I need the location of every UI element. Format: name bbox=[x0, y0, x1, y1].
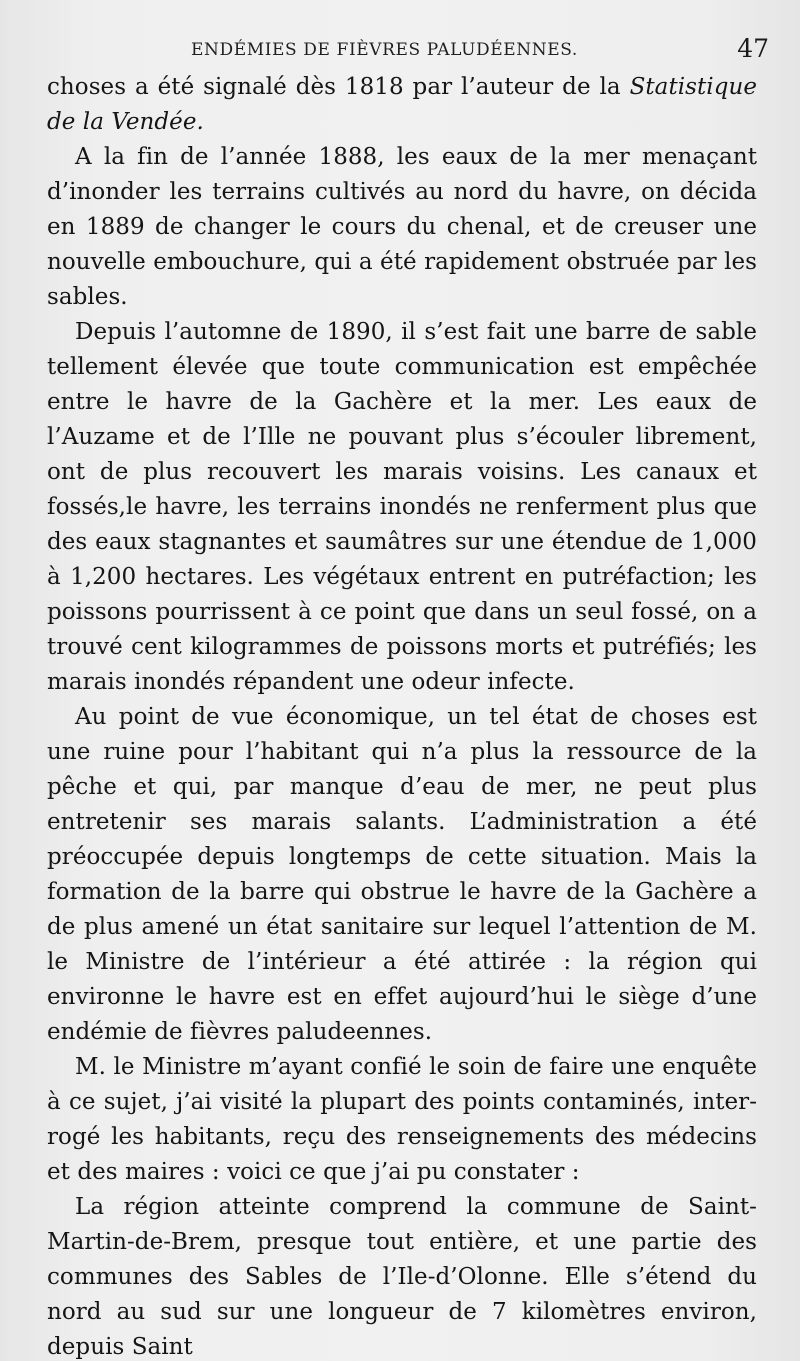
running-title: ENDÉMIES DE FIÈVRES PALUDÉENNES. bbox=[191, 40, 578, 60]
paragraph-5: M. le Ministre m’ayant confié le soin de faire une enquête à ce sujet, j’ai visité la plupart des points contaminés, interrogé les habitants, reçu des renseignements des médecins et des maires : voici ce que j’ai pu constater : bbox=[47, 1054, 757, 1185]
paragraph-1 bbox=[47, 70, 757, 140]
paragraph-4: Au point de vue économique, un tel état de choses est une ruine pour l’habitant qui n’a plus la ressource de la pêche et qui, par manque d’eau de mer, ne peut plus entretenir ses marais salants. L’administration a été préoccupée depuis longtemps de cette situation. Mais la formation de la barre qui obstrue le havre de la Gachère a de plus amené un état sanitaire sur lequel l’attention de M. le Ministre de l’intérieur a été attirée : la région qui environne le havre est en effet aujourd’hui le siège d’une endémie de fièvres paludeennes. bbox=[47, 704, 757, 1045]
paragraph-1-lead-text: choses a été signalé dès 1818 par l’auteur de la bbox=[47, 74, 630, 100]
page-number: 47 bbox=[737, 34, 769, 63]
paragraph-2: A la fin de l’année 1888, les eaux de la mer menaçant d’inonder les terrains cultivés au nord du havre, on décida en 1889 de changer le cours du chenal, et de creuser une nouvelle embouchure, qui a été rapidement obstruée par les sables. bbox=[47, 144, 757, 310]
book-title-italic: Statistique de la Vendée. bbox=[47, 74, 757, 135]
paragraph-6: La région atteinte comprend la commune de Saint-Martin-de-Brem, presque tout entière, et une partie des communes des Sables de l’Ile-d’Olonne. Elle s’étend du nord au sud sur une longueur de 7 kilomètres environ, depuis Saint bbox=[47, 1194, 757, 1360]
page-header bbox=[47, 34, 769, 70]
page-text bbox=[47, 70, 757, 1361]
paragraph-3: Depuis l’automne de 1890, il s’est fait une barre de sable tellement élevée que toute communication est empêchée entre le havre de la Gachère et la mer. Les eaux de l’Auzame et de l’Ille ne pouvant plus s’écouler librement, ont de plus recouvert les marais voisins. Les canaux et fossés,le havre, les terrains inondés ne renferment plus que des eaux stagnantes et saumâtres sur une étendue de 1,000 à 1,200 hectares. Les végétaux entrent en putréfaction; les poissons pourrissent à ce point que dans un seul fossé, on a trouvé cent kilogrammes de poissons morts et putréfiés; les marais inondés répandent une odeur infecte. bbox=[47, 319, 757, 695]
